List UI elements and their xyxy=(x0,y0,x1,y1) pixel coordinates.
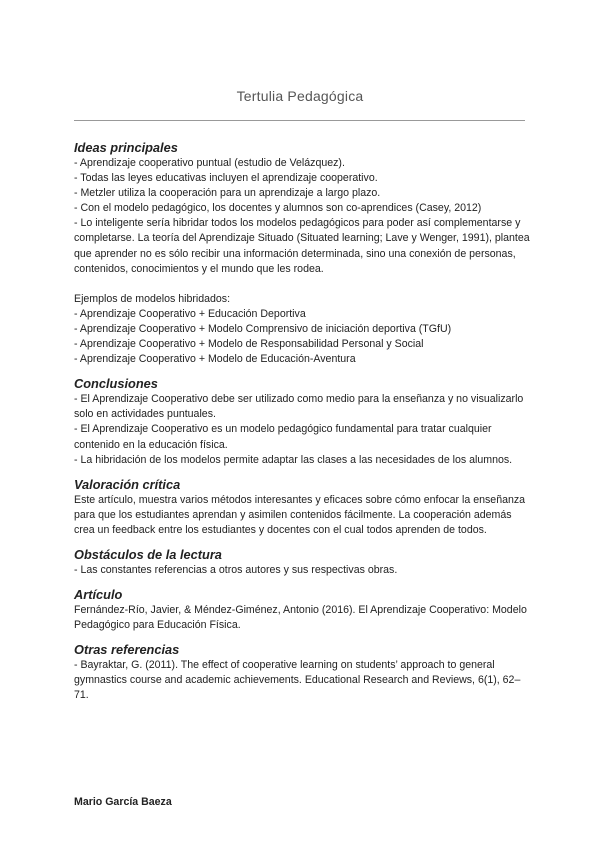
examples-title: Ejemplos de modelos hibridados: xyxy=(74,292,231,305)
paragraph: - El Aprendizaje Cooperativo es un modelo pedagógico fundamental para tratar cualquier contenido en la educación física. xyxy=(74,423,492,451)
paragraph: - El Aprendizaje Cooperativo debe ser utilizado como medio para la enseñanza y no visualizarlo solo en actividades puntuales. xyxy=(74,393,524,421)
example-item: - Aprendizaje Cooperativo + Modelo de Responsabilidad Personal y Social xyxy=(74,338,424,351)
example-item: - Aprendizaje Cooperativo + Modelo de Educación-Aventura xyxy=(74,353,356,366)
citation: - Bayraktar, G. (2011). The effect of cooperative learning on students’ approach to general gymnastics course and academic achievements. Educational Research and Reviews, 6(1), 62–71. xyxy=(74,659,521,702)
section-heading: Otras referencias xyxy=(74,642,180,658)
section-heading: Ideas principales xyxy=(74,140,178,155)
paragraph: - Todas las leyes educativas incluyen el aprendizaje cooperativo. xyxy=(74,172,378,185)
paragraph: Este artículo, muestra varios métodos interesantes y eficaces sobre cómo enfocar la enseñanza para que los estudiantes aprendan y asimilen contenidos fácilmente. La cooperación además crea un feedback entre los estudiantes y docentes con el cual todos aprenden de todos. xyxy=(74,493,526,536)
spacer xyxy=(74,277,530,292)
title-divider xyxy=(74,120,525,121)
citation: Fernández-Río, Javier, & Méndez-Giménez, Antonio (2016). El Aprendizaje Cooperativo: Modelo Pedagógico para Educación Física. xyxy=(74,604,527,632)
document-title: Tertulia Pedagógica xyxy=(236,88,364,104)
example-item: - Aprendizaje Cooperativo + Modelo Comprensivo de iniciación deportiva (TGfU) xyxy=(74,322,452,335)
section-heading: Conclusiones xyxy=(74,376,158,392)
example-item: - Aprendizaje Cooperativo + Educación Deportiva xyxy=(74,307,306,320)
section-otras-referencias xyxy=(74,642,530,703)
section-heading: Obstáculos de la lectura xyxy=(74,546,222,562)
paragraph: - Lo inteligente sería hibridar todos los modelos pedagógicos para poder así complementarse y completarse. La teoría del Aprendizaje Situado (Situated learning; Lave y Wenger, 1991), plantea que aprender no es sólo recibir una información determinada, sino una conexión de personas, contenidos, conocimientos y el mundo que les rodea. xyxy=(74,217,530,275)
section-heading: Valoración crítica xyxy=(74,476,181,492)
section-ideas-principales xyxy=(74,140,530,367)
section-conclusiones xyxy=(74,376,530,467)
section-articulo xyxy=(74,587,530,633)
paragraph: - Aprendizaje cooperativo puntual (estudio de Velázquez). xyxy=(74,157,345,169)
section-obstaculos xyxy=(74,547,530,578)
paragraph: - Las constantes referencias a otros autores y sus respectivas obras. xyxy=(74,563,398,576)
section-valoracion-critica xyxy=(74,477,530,538)
paragraph: - La hibridación de los modelos permite adaptar las clases a las necesidades de los alumnos. xyxy=(74,453,513,466)
author-name: Mario García Baeza xyxy=(74,796,172,808)
section-heading: Artículo xyxy=(74,587,123,603)
document-body xyxy=(74,140,530,704)
paragraph: - Metzler utiliza la cooperación para un aprendizaje a largo plazo. xyxy=(74,187,381,200)
paragraph: - Con el modelo pedagógico, los docentes y alumnos son co-aprendices (Casey, 2012) xyxy=(74,202,482,215)
